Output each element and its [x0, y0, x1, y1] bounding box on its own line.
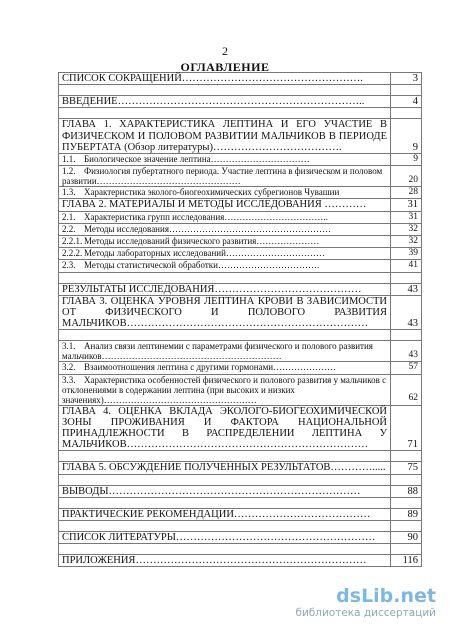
toc-entry-page: 20 — [391, 166, 422, 187]
toc-subentry — [59, 236, 422, 248]
toc-entry-page: 28 — [391, 187, 422, 199]
toc-subentry — [59, 248, 422, 260]
toc-spacer — [59, 474, 422, 485]
toc-subentry — [59, 166, 422, 187]
toc-entry-page: 75 — [391, 462, 422, 474]
toc-spacer — [59, 85, 422, 96]
toc-subentry-text: Биологическое значение лептина…………………………… — [84, 154, 310, 165]
toc-entry-page: 57 — [391, 362, 422, 374]
toc-heading: ОГЛАВЛЕНИЕ — [180, 60, 270, 74]
toc-entry-page: 71 — [391, 405, 422, 451]
toc-subentry-text: Физиология пубертатного периода. Участие лептина в физическом и половом развитии………………………………………… — [62, 166, 383, 187]
toc-subentry-number: 3.2. — [62, 362, 76, 373]
toc-subentry — [59, 223, 422, 235]
toc-subentry-number: 2.3. — [62, 260, 76, 271]
toc-entry-page: 9 — [391, 154, 422, 166]
toc-subentry-text: Анализ связи лептинемии с параметрами физического и полового развития мальчиков…………………………………………………… — [62, 341, 373, 362]
toc-entry-page: 43 — [391, 341, 422, 362]
toc-entry-text: РЕЗУЛЬТАТЫ ИССЛЕДОВАНИЯ…………………………………… — [59, 283, 391, 295]
toc-chapter — [59, 119, 422, 154]
toc-entry-page: 88 — [391, 485, 422, 497]
toc-chapter-text: ГЛАВА 1. ХАРАКТЕРИСТИКА ЛЕПТИНА И ЕГО УЧАСТИЕ В ФИЗИЧЕСКОМ И ПОЛОВОМ РАЗВИТИИ МАЛЬЧИКОВ В ПЕРИОДЕ ПУБЕРТАТА (Обзор литературы)………………………………. — [59, 119, 391, 154]
toc-entry — [59, 555, 422, 567]
toc-entry — [59, 532, 422, 544]
toc-entry — [59, 283, 422, 295]
toc-entry-text: СПИСОК СОКРАЩЕНИЙ……………………………………………. — [59, 73, 391, 85]
toc-entry-text: ВВЕДЕНИЕ…………………………………………………………….. — [59, 96, 391, 108]
toc-entry-page: 116 — [391, 555, 422, 567]
toc-spacer — [59, 497, 422, 508]
toc-table — [58, 72, 422, 567]
toc-spacer — [59, 451, 422, 462]
toc-entry-page: 3 — [391, 73, 422, 85]
toc-subentry-number: 3.1. — [62, 341, 76, 352]
toc-subentry-number: 1.3. — [62, 187, 76, 198]
toc-entry-page: 41 — [391, 260, 422, 272]
toc-subentry-text: Характеристика особенностей физического и полового развития у мальчиков с отклонениями в содержании лептина (при высоких и низких значениях)…………………………………………… — [62, 374, 387, 405]
toc-subentry-number: 2.2.2. — [62, 248, 83, 259]
toc-entry-page: 90 — [391, 532, 422, 544]
toc-chapter — [59, 199, 422, 211]
toc-entry-page: 9 — [391, 119, 422, 154]
toc-entry-page: 32 — [391, 223, 422, 235]
toc-chapter-text: ГЛАВА 5. ОБСУЖДЕНИЕ ПОЛУЧЕННЫХ РЕЗУЛЬТАТОВ…………..... — [59, 462, 391, 474]
toc-subentry — [59, 374, 422, 405]
toc-spacer — [59, 330, 422, 341]
toc-entry — [59, 96, 422, 108]
toc-subentry-number: 2.1. — [62, 211, 76, 222]
watermark — [295, 585, 436, 621]
toc-subentry-text: Методы исследований физического развития………………… — [84, 236, 320, 247]
toc-entry-page: 31 — [391, 211, 422, 223]
toc-subentry-number: 3.3. — [62, 374, 76, 385]
toc-chapter-text: ГЛАВА 3. ОЦЕНКА УРОВНЯ ЛЕПТИНА КРОВИ В ЗАВИСИМОСТИ ОТ ФИЗИЧЕСКОГО И ПОЛОВОГО РАЗВИТИЯ МАЛЬЧИКОВ…………………………………………………………… — [59, 295, 391, 330]
toc-subentry-number: 2.2. — [62, 223, 76, 234]
toc-entry-text: ПРАКТИЧЕСКИЕ РЕКОМЕНДАЦИИ………………………………… — [59, 508, 391, 520]
toc-subentry-text: Методы лабораторных исследований…………………………… — [84, 248, 325, 259]
toc-entry-text: ПРИЛОЖЕНИЯ………………………………………………………… — [59, 555, 391, 567]
toc-spacer — [59, 544, 422, 555]
toc-spacer — [59, 108, 422, 119]
toc-entry-page: 89 — [391, 508, 422, 520]
toc-chapter — [59, 462, 422, 474]
toc-subentry-text: Методы исследования……………………………………………… — [84, 223, 331, 234]
toc-subentry — [59, 362, 422, 374]
toc-subentry-number: 1.2. — [62, 166, 76, 177]
toc-chapter-text: ГЛАВА 2. МАТЕРИАЛЫ И МЕТОДЫ ИССЛЕДОВАНИЯ ………… — [59, 199, 391, 211]
toc-entry-text: СПИСОК ЛИТЕРАТУРЫ………………………………………………… — [59, 532, 391, 544]
toc-entry-page: 43 — [391, 295, 422, 330]
toc-subentry-number: 1.1. — [62, 154, 76, 165]
toc-chapter-text: ГЛАВА 4. ОЦЕНКА ВКЛАДА ЭКОЛОГО-БИОГЕОХИМИЧЕСКОЙ ЗОНЫ ПРОЖИВАНИЯ И ФАКТОРА НАЦИОНАЛЬНОЙ ПРИНАДЛЕЖНОСТИ В РАСПРЕДЕЛЕНИИ ЛЕПТИНА У МАЛЬЧИКОВ…………………………………………………………… — [59, 405, 391, 451]
toc-spacer — [59, 521, 422, 532]
toc-subentry-text: Характеристика эколого-биогеохимических субрегионов Чувашии — [84, 187, 340, 198]
toc-entry-page: 32 — [391, 236, 422, 248]
toc-subentry — [59, 187, 422, 199]
toc-entry-page: 4 — [391, 96, 422, 108]
watermark-subtitle: библиотека диссертаций — [295, 607, 436, 619]
toc-entry-page: 43 — [391, 283, 422, 295]
toc-subentry — [59, 211, 422, 223]
toc-subentry-text: Методы статистической обработки……………………………. — [84, 260, 320, 271]
toc-entry — [59, 508, 422, 520]
toc-subentry — [59, 154, 422, 166]
toc-spacer — [59, 272, 422, 283]
toc-subentry-text: Характеристика групп исследования…………………………….. — [84, 211, 328, 222]
toc-entry-text: ВЫВОДЫ……………………………………………………………… — [59, 485, 391, 497]
toc-entry — [59, 485, 422, 497]
toc-entry — [59, 73, 422, 85]
toc-subentry-number: 2.2.1. — [62, 236, 83, 247]
page-number: 2 — [222, 44, 228, 58]
toc-entry-page: 31 — [391, 199, 422, 211]
toc-subentry — [59, 260, 422, 272]
toc-chapter — [59, 405, 422, 451]
toc-entry-page: 39 — [391, 248, 422, 260]
toc-subentry — [59, 341, 422, 362]
toc-chapter — [59, 295, 422, 330]
toc-subentry-text: Взаимоотношения лептина с другими гормонами………………… — [84, 362, 337, 373]
toc-entry-page: 62 — [391, 374, 422, 405]
watermark-logo: dsLib.net — [336, 585, 436, 607]
